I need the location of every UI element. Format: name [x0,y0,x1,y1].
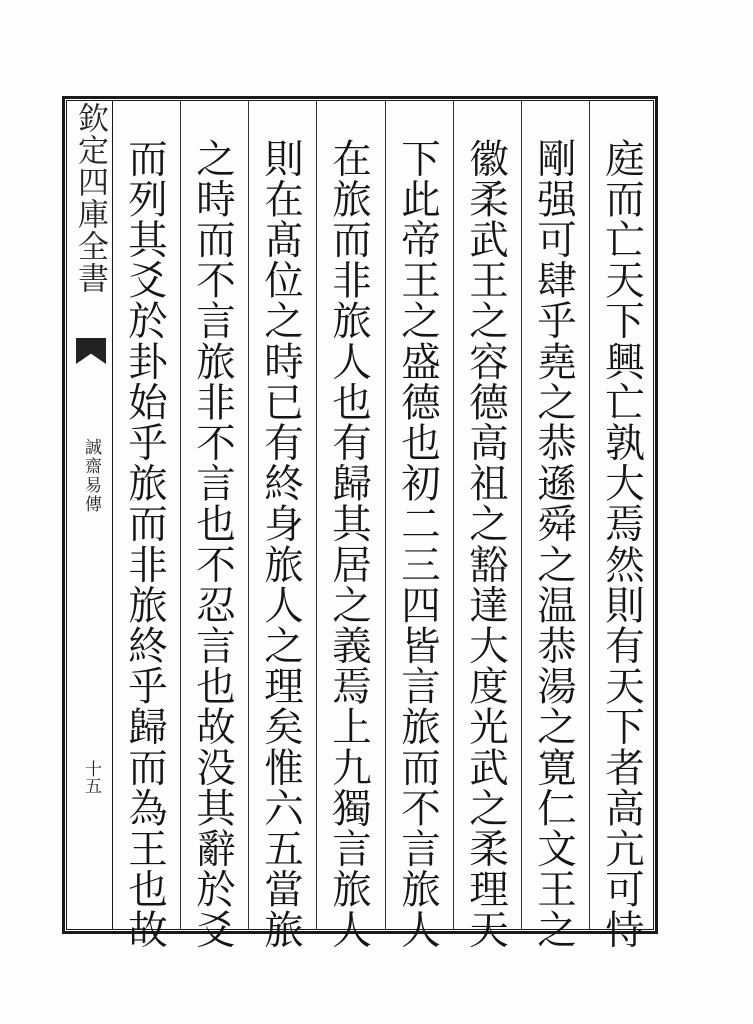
margin-title: 欽定四庫全書 [72,102,108,294]
column-rule [316,100,317,930]
margin-page-number: 十五 [81,760,101,794]
text-column-6: 則在髙位之時已有終身旅人之理矣惟六五當旅 [258,138,304,950]
text-column-2: 剛强可肆乎堯之恭遜舜之温恭湯之寛仁文王之 [531,138,577,950]
text-column-1: 庭而亡天下興亡孰大焉然則有天下者高亢可恃 [599,138,645,950]
column-rule [521,100,522,930]
column-rule [248,100,249,930]
margin-separator [112,100,113,930]
column-rule [385,100,386,930]
text-column-5: 在旅而非旅人也有歸其居之義焉上九獨言旅人 [326,138,372,950]
margin-book-title: 誠齋易傳 [81,438,101,514]
text-column-4: 下此帝王之盛德也初二三四皆言旅而不言旅人 [395,138,441,950]
column-rule [453,100,454,930]
text-column-7: 之時而不言旅非不言也不忍言也故没其辭於爻 [190,138,236,950]
column-rule [589,100,590,930]
text-column-8: 而列其爻於卦始乎旅而非旅終乎歸而為王也故 [122,138,168,950]
text-column-3: 徽柔武王之容德高祖之豁達大度光武之柔理天 [463,138,509,950]
column-rule [180,100,181,930]
